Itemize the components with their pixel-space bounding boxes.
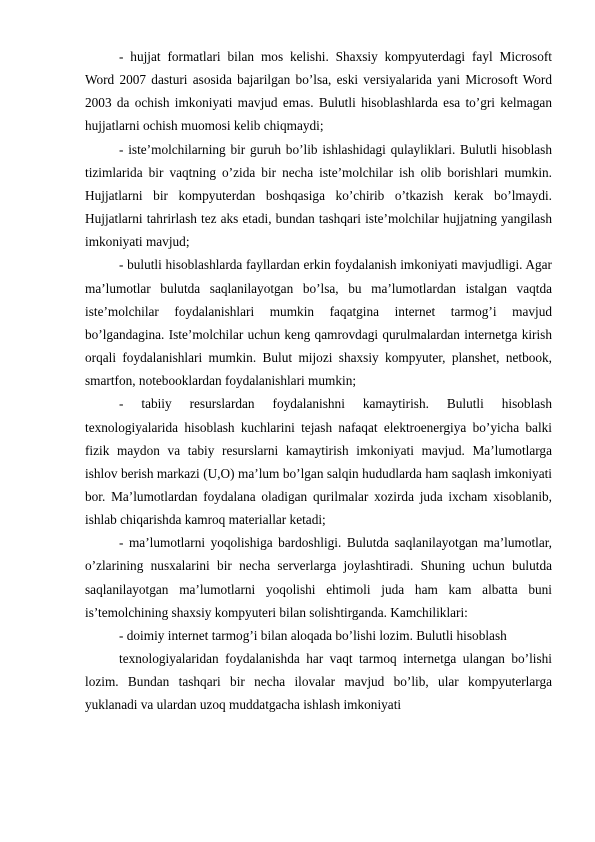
paragraph-continuation: texnologiyalaridan foydalanishda har vaqt tarmoq internetga ulangan bo’lishi lozim. Bundan tashqari bir necha ilovalar mavjud bo’lib, ular kompyuterlarga yuklanadi va ulardan uzoq muddatgacha ishlash imkoniyati xyxy=(85,651,552,713)
paragraph-natural-resources: - tabiiy resurslardan foydalanishni kamaytirish. Bulutli hisoblash texnologiyalarida hisoblash kuchlarini tejash nafaqat elektroenergiya bo’yicha balki fizik maydon va tabiy resurslarni kamaytirish imkoniyati mavjud. Ma’lumotlarga ishlov berish markazi (U,O) ma’lum bo’lgan salqin hududlarda ham saqlash imkoniyati bor. Ma’lumotlardan foydalana oladigan qurilmalar xozirda juda ixcham xisoblanib, ishlab chiqarishda kamroq materiallar ketadi; xyxy=(85,396,552,528)
paragraph-data-loss-resistance: - ma’lumotlarni yoqolishiga bardoshligi. Bulutda saqlanilayotgan ma’lumotlar, o’zlarining nusxalarini bir necha serverlarga joylashtiradi. Shuning uchun bulutda saqlanilayotgan ma’lumotlarni yoqolishi ehtimoli juda ham kam albatta buni is’temolchining shaxsiy kompyuteri bilan solishtirganda. Kamchiliklari: xyxy=(85,535,552,620)
paragraph-group-work: - iste’molchilarning bir guruh bo’lib ishlashidagi qulayliklari. Bulutli hisoblash tizimlarida bir vaqtning o’zida bir necha iste’molchilar ish olib borishlari mumkin. Hujjatlarni bir kompyuterdan boshqasiga ko’chirib o’tkazish kerak bo’lmaydi. Hujjatlarni tahrirlash tez aks etadi, bundan tashqari iste’molchilar hujjatning yangilash imkoniyati mavjud; xyxy=(85,141,552,250)
paragraph-format-compatibility: - hujjat formatlari bilan mos kelishi. Shaxsiy kompyuterdagi fayl Microsoft Word 2007 dasturi asosida bajarilgan bo’lsa, eski versiyalarida yani Microsoft Word 2003 da ochish imkoniyati mavjud emas. Bulutli hisoblashlarda esa to’gri kelmagan hujjatlarni ochish muomosi kelib chiqmaydi; xyxy=(85,49,552,134)
paragraph-internet-requirement: - doimiy internet tarmog’i bilan aloqada bo’lishi lozim. Bulutli hisoblash xyxy=(119,627,507,643)
paragraph-file-access: - bulutli hisoblashlarda fayllardan erkin foydalanish imkoniyati mavjudligi. Agar ma’lumotlar bulutda saqlanilayotgan bo’lsa, bu ma’lumotlardan istalgan vaqtda iste’molchilar foydalanishlari mumkin faqatgina internet tarmog’i mavjud bo’lgandagina. Iste’molchilar uchun keng qamrovdagi qurulmalardan internetga kirish orqali foydalanishlari mumkin. Bulut mijozi shaxsiy kompyuter, planshet, netbook, smartfon, notebooklardan foydalanishlari mumkin; xyxy=(85,257,552,389)
document-body xyxy=(85,45,552,717)
